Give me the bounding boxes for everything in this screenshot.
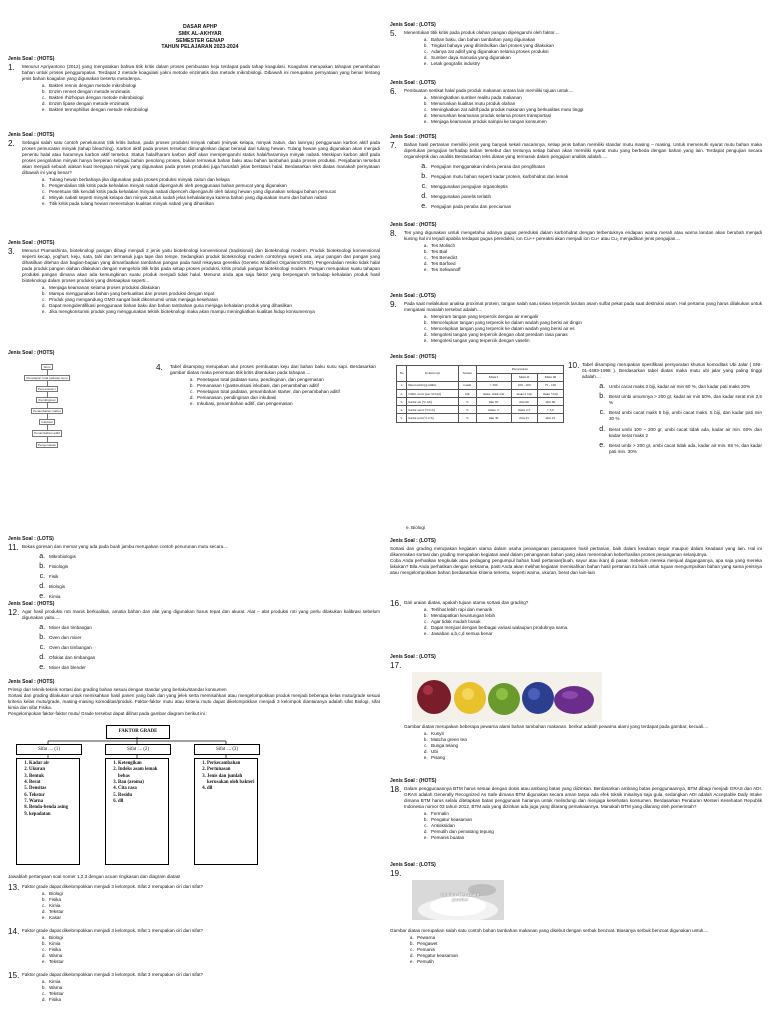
table-cell: min 60 xyxy=(537,398,563,406)
flow-step: Inkubasi xyxy=(41,420,53,425)
table-cell: 75 - 100 xyxy=(537,382,563,390)
answer-option[interactable]: d. Enzim lipase dengan metode enzimatis xyxy=(47,101,380,107)
answer-options xyxy=(418,95,762,125)
question-number: 3. xyxy=(8,246,15,256)
table-row xyxy=(397,406,564,414)
question-4 xyxy=(156,364,376,407)
sifat-list xyxy=(16,758,80,865)
answer-option[interactable]: b. Tes Bial xyxy=(429,249,762,255)
answer-option[interactable]: c. Berat umbi cacat maks 5 biji, umbi cacat maks. 5 biji, dan kadar pati min 30 % xyxy=(607,408,762,422)
question-text: Pembuatan sertikat halal pada produk makanan antara lain memiliki tujuan untuk.... xyxy=(404,87,574,93)
answer-option[interactable]: b. Kimia xyxy=(47,941,380,947)
answer-option[interactable]: a. Pengujian menggunakan indera perasa dan penglihatan xyxy=(429,162,762,170)
answer-option[interactable]: b. Mencelupkan tangan yang terpercik ke dalam wadah yang berisi air dingin xyxy=(429,320,762,326)
question-5 xyxy=(390,22,762,67)
question-number: 15. xyxy=(8,971,20,980)
question-type: Jenis Soal : (HOTS) xyxy=(8,56,55,62)
answer-option[interactable]: d. Ubi xyxy=(429,749,762,755)
answer-option[interactable]: d. Dapat mengidentifikasi penggunaan bahan baku dan bahan tambahan guna menjaga kehalalan produk yang dihasilkan xyxy=(47,303,380,309)
question-17 xyxy=(390,724,762,761)
table-cell: biji xyxy=(458,390,476,398)
answer-option[interactable]: e. Tes Seliwanoff xyxy=(429,267,762,273)
answer-options xyxy=(418,314,762,344)
answer-option[interactable]: c. Pemanis xyxy=(415,947,762,953)
answer-option[interactable]: c. Tekstur xyxy=(47,991,380,997)
question-text: Gambar diatas merupakan beberapa pewarna alami bahan tambahan makanan. berikut adalah pewarna alami yang terdapat pada gambar, kecuali.... xyxy=(404,724,709,729)
answer-option[interactable]: e. Pisang xyxy=(429,755,762,761)
table-subheader: Mutu I xyxy=(476,374,511,382)
answer-options xyxy=(36,979,380,1003)
answer-option[interactable]: a. Bahan baku, dan bahan tambahan yang digunakan xyxy=(429,37,762,43)
question-type: Jenis Soal : (LOTS) xyxy=(390,22,436,28)
flow-step: Penetapan total padatan susu xyxy=(26,376,68,381)
answer-option[interactable]: e. Letak geografis industry xyxy=(429,61,762,67)
table-row xyxy=(397,390,564,398)
question-number: 6. xyxy=(390,86,397,96)
answer-option[interactable]: c. Penentuan titik kendali kritis pada kehalalan minyak nabati dipenceh dipengaruhi oleh tulang hewan yang digunakan sebagai bahan pemucat xyxy=(47,189,380,195)
answer-option[interactable]: a. Umbi cacat maks.3 biji, kadar air min 60 %, dan kadar pati maks 20% xyxy=(607,382,762,390)
answer-option[interactable]: d. Biologis xyxy=(47,582,380,590)
table-cell: 100 - 200 xyxy=(511,382,537,390)
flow-step: Pendinginan xyxy=(38,398,56,403)
sifat-item: 7. Warna xyxy=(29,799,77,805)
answer-option[interactable]: c. Penetapan total padatan, penambahan starter, dan penambahan aditif xyxy=(195,389,376,395)
answer-option[interactable]: a. Menyiram tangan yang terpercik dengan air mengalir xyxy=(429,314,762,320)
question-type: Jenis Soal : (HOTS) xyxy=(8,240,55,246)
answer-option[interactable]: a. Penetapan total padatan susu, pendinginan, dan pengemasan xyxy=(195,377,376,383)
question-number: 7. xyxy=(390,140,397,150)
sifat-item: 2. Pertunasan xyxy=(207,767,255,773)
table-cell: min 25 xyxy=(511,414,537,422)
spec-table-ubi-jalar xyxy=(396,365,564,423)
answer-option[interactable]: e. Kimia xyxy=(47,592,380,600)
question-16 xyxy=(390,600,762,637)
answer-option[interactable]: e. Menjaga keamanan produk sampai ke tangan konsumen xyxy=(429,119,762,125)
sifat-item: 2. Ukuran xyxy=(29,767,77,773)
answer-option[interactable]: e. Kasar xyxy=(47,915,380,921)
question-12 xyxy=(8,601,380,673)
answer-option[interactable]: a. Mikrobiologis xyxy=(47,552,380,560)
sifat-item: 3. Bau (aroma) xyxy=(118,780,166,786)
question-number: 5. xyxy=(390,28,397,38)
sifat-list xyxy=(105,758,169,865)
table-cell: 4. xyxy=(397,406,407,414)
answer-option[interactable]: d. Pemutih dan pematang tepung xyxy=(429,829,762,835)
passage-instruction: Jawablah pertanyaan soal nomer 1,2,3 dengan acuan ringkasan dan diagram diatas! xyxy=(8,874,181,879)
table-header: No xyxy=(397,366,407,382)
table-cell: min 30 xyxy=(476,414,511,422)
table-row xyxy=(397,414,564,422)
answer-option[interactable]: d. Tekstur xyxy=(47,909,380,915)
table-cell: 5. xyxy=(397,414,407,422)
question-text: Gambar diatas merupakan salah satu contoh bahan tambahan makanan yang disebut dengan serbuk benzoat. Biasanya serbuk benzoat digunakan untuk.... xyxy=(390,928,709,933)
table-cell: 1. xyxy=(397,382,407,390)
table-cell: maks 2,5 xyxy=(511,406,537,414)
answer-option[interactable]: a. Biologi xyxy=(47,891,380,897)
answer-option[interactable]: c. Bunga telang xyxy=(429,743,762,749)
answer-options xyxy=(36,285,380,315)
answer-option[interactable]: b. Pengawet xyxy=(415,941,762,947)
question-text: Pada saat melakukan analisa proximat protein, tangan salah satu siswa terpercik larutan asam sulfat pekat pada saat destruksi asam. Hal pertama yang harus dilakukan untuk mengatasi masalah tersebut adalah.... xyxy=(404,300,762,312)
sifat-item: 9. kepadatan xyxy=(29,812,77,818)
cheese-flowchart xyxy=(6,364,88,448)
question-type: Jenis Soal : (LOTS) xyxy=(390,80,436,86)
answer-option[interactable]: a. Bakteri rennin dengan metode mikrobiologi xyxy=(47,83,380,89)
table-header: Persyaratan xyxy=(476,366,563,374)
question-number: 2. xyxy=(8,138,15,148)
answer-options xyxy=(36,623,380,671)
table-subheader: Mutu II xyxy=(511,374,537,382)
table-cell: maks 2 biji xyxy=(511,390,537,398)
table-cell: % xyxy=(458,406,476,414)
flow-step: Penambahan starter xyxy=(32,409,62,414)
question-number: 9. xyxy=(390,299,397,309)
answer-option[interactable]: c. Meningkatkan zat aditif pada produk makanan yang berkualitas mutu tinggi xyxy=(429,107,762,113)
sifat-label: Sifat .... (3) xyxy=(194,744,260,755)
question-type: Jenis Soal : (HOTS) xyxy=(8,132,55,138)
answer-option[interactable]: c. Produk yang mengandung GMO sangat baik dikonsumsi untuk menjaga kesehatan xyxy=(47,297,380,303)
answer-option[interactable]: d. Menurunkan keamanan produk selama proses transportasi xyxy=(429,113,762,119)
sifat-item: 2. Indeks asam lemak bebas xyxy=(118,767,166,780)
sifat-item: 6. dll xyxy=(118,799,166,805)
answer-options xyxy=(184,377,376,407)
table-cell: Gram xyxy=(458,382,476,390)
passage-sortasi xyxy=(8,679,380,717)
answer-option[interactable]: e. Mengolesi tangan yang terpercik dengan vaselin xyxy=(429,338,762,344)
question-13 xyxy=(8,884,380,921)
beetroot-icon xyxy=(417,680,451,714)
answer-options xyxy=(418,243,762,273)
question-text: Dari uraian diatas, apakah tujuan utama sortasi dan grading? xyxy=(404,600,529,605)
sodium-benzoate-photo xyxy=(412,880,504,920)
answer-option[interactable]: a. Kimia xyxy=(47,979,380,985)
question-text: Menurut Pramashinta, bioteknologi pangan dibagi menjadi 2 jenis yaitu bioteknologi konvensional (tradisional) dan bioteknologi modern. Produk bioteknologi konvensional seperti kecap, yoghurt, keju, nata, tahi dan termasuk juga tape dan tempe. Sedangkan produk bioteknologi modern contohnya seperti usa, anjur pangan dan pangan yang dihasilkan ditehan dan bagian-bagian yang dimanfaatkan tambahan pangan pada hasil rekayasa genetika (Genetic Modified Organism/GMO). Pengendalian resiko tidak halal pada produk pangan olahan dilakukan dengan mengelola titik kritis pada setiap proses produksi, kritis produk pangan bioteknologi modern. Pangan merupakan suatu tahapan produksi pangan dimana akan ada kemungkinan suatu produk menjadi tidak halal. Menurut anda apa saja faktor yang berpengaruh terhadap kehalalan produk hasil bioteknologi dalam proses produksi yang ditetaapkan seperti... xyxy=(22,247,380,283)
question-19 xyxy=(390,928,762,965)
header-line: DASAR APHP xyxy=(182,24,218,30)
table-cell: min 25 xyxy=(537,414,563,422)
answer-option[interactable]: e. Pengujian pada peraba dan penciuman xyxy=(429,202,762,210)
passage-line: Prinsip dan teknik-teknik sortasi dan grading bahan sesuai dengan standar yang berlaku/standar konsumen xyxy=(8,686,227,692)
question-number: 12. xyxy=(8,607,20,617)
answer-option[interactable]: b. Oven dan mixer xyxy=(47,633,380,641)
sifat-item: 3. Bentuk xyxy=(29,774,77,780)
table-cell: Kadar air (% b/b) xyxy=(407,398,459,406)
answer-option[interactable]: b. Fisiologis xyxy=(47,562,380,570)
question-number: 14. xyxy=(8,927,20,936)
question-11 xyxy=(8,536,380,602)
question-type: Jenis Soal : (LOTS) xyxy=(390,538,436,544)
question-9 xyxy=(390,293,762,344)
table-row xyxy=(397,398,564,406)
table-subheader: Mutu III xyxy=(537,374,563,382)
table-cell: > 200 xyxy=(476,382,511,390)
question-8 xyxy=(390,222,762,273)
sifat-item: 6. Tekstur xyxy=(29,793,77,799)
question-text: Sebagai salah satu contoh penelusuran titik kritis bahan, pada proses produksi minyak nabati (minyak kelapa, minyak zaitun, dan lainnya) penggunaan karbon aktif pada proses pemucatan minyak (tahap bleaching). Karbon aktif pada proses tersebut dimungkinkan dapat berasal dari tulang hewan. Tulang hewan yang digunakan akan menjadi penentu halal atau haramnya karbon aktif tersebut. Status halal/haram karbon aktif akan mempengaruhi status halal/haramnya minyak nabati. Meskipun karbon aktif pada proses pengolahan minyak hanya berperan sebagai bahan penolong proses, bukan termasuk bahan baku atau bahan tambahan pada proses produksi. Penjabaran tersebut akan menjadi sebuah alasan kuat mengapa minyak yang digunakan pada proses produksi juga haruslah jelas berstatus halal. Berdasarkan teks diatas manakah pernyataan dibawah ini yang benar? xyxy=(22,139,380,175)
question-type: Jenis Soal : (LOTS) xyxy=(390,862,436,868)
question-type: Jenis Soal : (HOTS) xyxy=(390,134,437,140)
answer-options xyxy=(36,935,380,965)
answer-option[interactable]: c. Oven dan timbangan xyxy=(47,643,380,651)
question-1 xyxy=(8,56,380,113)
question-type: Jenis Soal : (LOTS) xyxy=(390,654,436,660)
answer-option[interactable]: a. Mixer dan timbangan xyxy=(47,623,380,631)
answer-option[interactable]: d. Pemanasan, pendinginan dan inkubasi xyxy=(195,395,376,401)
answer-option[interactable]: b. Pengendalian titik kritis pada kehalalan minyak nabati dipengaruhi oleh penggunaan bahan pemucat yang digunakan xyxy=(47,183,380,189)
answer-option[interactable]: e. Bakteri termophillus dengan metode mikrobiologi xyxy=(47,107,380,113)
passage-line: Sortasi dan grading merupakan kegiatan utama dalam usaha penanganan pascapanen hasil pertanian, baik dalam keadaan segar maupun dalam keadaan yang lain. Hal ini dikarenakan sortasi dan grading merupakan kegiatan awal dalam penanganan bahan yang akan menentukan keberhasilan proses penanganan selanjutnya. xyxy=(390,545,762,557)
answer-option[interactable]: c. Adanya zat aditif yang digunakan selama proses produksi xyxy=(429,49,762,55)
answer-options xyxy=(596,382,762,455)
answer-option[interactable]: c. Kimia xyxy=(47,903,380,909)
header-line: TAHUN PELAJARAN 2023-2024 xyxy=(161,44,239,51)
answer-option[interactable]: b. Warna xyxy=(47,985,380,991)
faktor-grade-diagram xyxy=(16,725,272,875)
answer-option[interactable]: c. Bakteri rhizhopus dengan metode mikrobiologi xyxy=(47,95,380,101)
sifat-label: Sifat .... (1) xyxy=(16,744,82,755)
question-type: Jenis Soal : (HOTS) xyxy=(8,350,55,356)
answer-option[interactable]: d. Menggunakan panelis terlatih xyxy=(429,192,762,200)
table-cell: maks. 2 xyxy=(476,406,511,414)
answer-options xyxy=(418,731,762,761)
question-2 xyxy=(8,132,380,207)
answer-options xyxy=(418,607,762,637)
passage-line: Coba Anda perhatikan tengkulak atau pedagang pengumpul bahan hasil pertanian(buah, sayur atau ikan) di pasar. Sebelum mereka menjual dagangannya, apa saja yang mereka lakukan? Bila Anda perhatikan dengan seksama, pasti Anda akan melihat kegiatan memisahkan bahan hasil pertanian itu baik untuk tujuan mengumpulkan bahan yang sama jenisnya atau mengelompokkan bahan berdasarkan kriteria tertentu, seperti warna, ukuran, berat dan lain-lain xyxy=(390,557,762,575)
answer-option[interactable]: d. Tes Barfoed xyxy=(429,261,762,267)
answer-option[interactable]: a. Terlihat lebih rapi dan menarik xyxy=(429,607,762,613)
question-text: Faktor grade dapat dikelompokkan menjadi 3 kelompok. Sifat 1 merupakan ciri dari sifat? xyxy=(22,928,204,933)
question-19-heading xyxy=(390,862,762,878)
question-text: Agar hasil produksi roti manis berkualitas, amatia bahan dan alat yang digunakan harus tepat dan akurat. Alat – alat produksi roti yang perlu dilakukan kalibrasi sebelum digunakan yaitu..... xyxy=(22,608,380,620)
question-text: Tabel disamping merupakan spesifikasi persyaratan khusus komoditas Ubi Jalar ( SNI-01-4493-1998 ). Berdasarkan tabel diatas maka mutu ubi jalar yang paling tinggi adalah.... xyxy=(582,362,762,380)
question-text: Menurut Apriyantono (2012) yang menyatakan bahwa titik kritis dalam proses pembuatan keju terdapat pada tahap koagulasi. Koagulasi merupakan tahapan penambahan bahan untuk proses penggumpalan. Terdapat 2 metode koagulasi yakni metode enzimatis dan metode mikrobiologi. Dibawah ini merupakan pernyataan yang benar tentang jenis bahan koagulan yang digunakan beserta metodenya.. xyxy=(22,63,380,81)
answer-option[interactable]: b. Pengujian mutu bahan seperti kadar protein, karbohidrat dan lemak xyxy=(429,172,762,180)
answer-option[interactable]: a. Meningkatkan sumber realitu pada makanan xyxy=(429,95,762,101)
table-cell: 3. xyxy=(397,398,407,406)
answer-option[interactable]: b. Pengatur keasaman xyxy=(429,817,762,823)
question-type: Jenis Soal : (LOTS) xyxy=(8,536,54,542)
answer-option[interactable]: c. Mencelupkan tangan yang terpercik ke dalam wadah yang berisi air es xyxy=(429,326,762,332)
answer-option[interactable]: e. Mixer dan blender xyxy=(47,663,380,671)
question-number: 10. xyxy=(568,361,580,370)
table-header: Satuan xyxy=(458,366,476,382)
question-7 xyxy=(390,134,762,212)
answer-option[interactable]: d. Dapat menjual dengan berbagai variasi walaupun produknya sama. xyxy=(429,625,762,631)
answer-option[interactable]: b. Enzim rennet dengan metode enzimatis xyxy=(47,89,380,95)
question-text: Dalam penggunaannya BTM harus sesuai dengan dosis atau ambang batas yang diizinkan. Berdasarkan ambang batas penggunaannya, BTM dibagi menjadi GRAS dan ADI. GRAS adalah Generally Recognized As Safe dimana BTM digunakan secara aman tanpa ada efek toksik misalnya saja gula, sedangkan ADI adalah Acceptable Daily Intake dimana BTM harus selalu ditetapkan batas penggunaan harianya untuk melindungi dan menjaga kesehatan konsumen. Berdasarkan Peraturan Menteri Kesehatan Republik Indonesia nomor 03 tahun 2012, BTM ada yang dizinkan ada juga yang dilarang pemakaiannya. Manakah BTM yang dilarang oleh pemerintah? xyxy=(404,785,762,809)
answer-option[interactable]: d. Ofokiat dan timbangan xyxy=(47,653,380,661)
answer-option[interactable]: d. Warna xyxy=(47,953,380,959)
purple-yam-icon xyxy=(554,686,594,714)
flow-step: Pemanasan I xyxy=(37,387,57,392)
table-cell: % xyxy=(458,414,476,422)
answer-option[interactable]: b. Berat umbi umumnya > 200 gr, kadar air min 50%, dan kadar serat min 2,5 % xyxy=(607,392,762,406)
answer-options xyxy=(418,811,762,841)
passage-line: Sortasi dan grading dilakukan untuk memisahkan hasil panen yang baik dan yang jelek serta memisahkan atau mengelompokkan produk menjadi beberapa kelas mutu/grade sesuai kriteria kelas mutu/grade, masing-masing komoditas/produk. Faktor-faktor mutu atau kriteria mutu dapat dikelompokkan menjadi 3 kelompok diantaranya adalah sifat Biologi, sifat kimia dan sifat Fisika. xyxy=(8,692,380,710)
answer-option[interactable]: a. Tes Molisch xyxy=(429,243,762,249)
sifat-item: 1. Ketengikan xyxy=(118,761,166,767)
question-10 xyxy=(568,362,762,457)
answer-option[interactable]: b. Tingkat bahaya yang ditimbulkan dari proses yang dilakukan xyxy=(429,43,762,49)
answer-option[interactable]: c. Fisik xyxy=(47,572,380,580)
table-header: Kriteria uji xyxy=(407,366,459,382)
answer-option[interactable]: c. Antioksidan xyxy=(429,823,762,829)
sifat-item: 1. Perkecambahan xyxy=(207,761,255,767)
question-text: Faktor grade dapat dikelompokkan menjadi 3 kelompok. Sifat 2 merupakan ciri dari sifat? xyxy=(22,884,204,889)
sifat-item: 1. Kadar air xyxy=(29,761,77,767)
answer-option[interactable]: d. Pengatur keasaman xyxy=(415,953,762,959)
answer-option[interactable]: c. Tes Benedict xyxy=(429,255,762,261)
answer-option[interactable]: b. Mampu menggunakan bahan yang berkualitas dan proses produksi dengan tepat xyxy=(47,291,380,297)
answer-option[interactable]: e. Titik kritis pada tulang hewan menentukan kualitas minyak nabati yang dihasilkan xyxy=(47,201,380,207)
question-number: 4. xyxy=(156,363,163,372)
sifat-label: Sifat .... (2) xyxy=(105,744,171,755)
answer-option[interactable]: d. Sumber daya manusia yang digunakan xyxy=(429,55,762,61)
question-text: Tes yang digunakan untuk mengetahui adanya gugus pereduksi dalam karbohidrat dengan terbentuknya endapan warna merah atau warna larutan akan berubah menjadi kuning hal ini terjadi apabila terdapat gugus pereduksi, ion Cu++ pereaksi akan menjadi ion Cu+ atau Cu₂ menjadikan jenis pengujian.... xyxy=(404,229,762,241)
question-type: Jenis Soal : (HOTS) xyxy=(390,354,437,360)
table-cell: Kadar pati (% b/b) xyxy=(407,414,459,422)
answer-option[interactable]: e. Biologi xyxy=(406,525,425,530)
answer-option[interactable]: b. Mendapatkan keuntungan lebih xyxy=(429,613,762,619)
answer-options xyxy=(36,891,380,921)
table-cell: min 65 xyxy=(476,398,511,406)
question-type: Jenis Soal : (HOTS) xyxy=(390,778,437,784)
question-14 xyxy=(8,928,380,965)
table-cell: maks 5 biji xyxy=(537,390,563,398)
question-number: 17. xyxy=(390,660,402,670)
image-caption: Sodium Benzoate powder xyxy=(440,892,480,903)
flow-step: Penambahan aditif xyxy=(34,431,60,436)
question-number: 13. xyxy=(8,883,20,892)
answer-options xyxy=(418,162,762,210)
answer-option[interactable]: d. Minyak nabati seperti minyak kelapa dan minyak zaitun sudah jelas kehalalannya karena bahan yang digunakan murni dari bahan nabati xyxy=(47,195,380,201)
sifat-item: 5. Densitas xyxy=(29,786,77,792)
header-line: SMK AL-AKHYAR xyxy=(178,30,222,37)
question-type: Jenis Soal : (HOTS) xyxy=(8,601,55,607)
answer-option[interactable]: a. Formalin xyxy=(429,811,762,817)
table-cell: % xyxy=(458,398,476,406)
question-text: Bahan hasil pertanian memiliki jenis yang banyak sekali macamnya, setiap jenis bahan memiliki standar mutu masing – masing. Untuk memenuhi syarat mutu bahan maka diperlukan pengujian terhadap bahan tersebut dan tentunya setiap bahan akan memiliki syarat mutu yang berbeda dengan bahan yang lain. Terdapat pengujian secara organoleptik dan analitis Berdasarkan teks diatas yang termasuk dalam pengujian analitis adalah..... xyxy=(404,141,762,159)
exam-header xyxy=(100,24,300,51)
table-cell: 2. xyxy=(397,390,407,398)
answer-option[interactable]: a. Tulang hewan berbahaya jika digunakan pada proses produksi minyak zaitun dan kelapa xyxy=(47,177,380,183)
sifat-list xyxy=(194,758,258,865)
table-cell: > 3,0 xyxy=(537,406,563,414)
question-number: 1. xyxy=(8,62,15,72)
question-text: Bekas goresan dan memar yang ada pada buah jambu merupakan contoh penurunan mutu secara.... xyxy=(22,543,229,549)
answer-options xyxy=(36,552,380,600)
answer-option[interactable]: c. Menggunakan pengujian organoleptis xyxy=(429,182,762,190)
question-17-heading xyxy=(390,654,762,670)
table-cell: Berat umbi (g/umbi) xyxy=(407,382,459,390)
answer-option[interactable]: b. Matcha green tea xyxy=(429,737,762,743)
flow-step: Susu xyxy=(43,365,51,369)
answer-option[interactable]: b. Menurunkan kualitas mutu produk olahan xyxy=(429,101,762,107)
answer-option[interactable]: e. Inkubasi, penambahan aditif, dan pengemasan xyxy=(195,401,376,407)
answer-options xyxy=(404,935,762,965)
question-text: Faktor grade dapat dikelompokkan menjadi 3 kelompok. Sifat 3 merupakan ciri dari sifat? xyxy=(22,972,204,977)
answer-option[interactable]: d. Berat umbi 100 – 200 gr, umbi cacat tidak ada, kadar air min. 60% dan kadar serat maks 2 xyxy=(607,425,762,439)
sifat-item: 4. Cita rasa xyxy=(118,786,166,792)
flow-step: Pengemasan xyxy=(37,442,57,447)
answer-option[interactable]: c. Agar tidak mudah busuk xyxy=(429,619,762,625)
question-type: Jenis Soal : (HOTS) xyxy=(8,679,55,685)
answer-option[interactable]: d. Mengolesi tangan yang terpercik dengan obat peredam rasa panas xyxy=(429,332,762,338)
answer-option[interactable]: e. Pemutih xyxy=(415,959,762,965)
question-text: Menentukan titik kritis pada produk olahan pangan dipengaruhi oleh faktor.... xyxy=(404,29,560,35)
sifat-item: 8. Benda-benda asing xyxy=(29,805,77,811)
question-6 xyxy=(390,80,762,125)
question-3 xyxy=(8,240,380,315)
question-number: 8. xyxy=(390,228,397,238)
question-type: Jenis Soal : (HOTS) xyxy=(390,222,437,228)
table-row xyxy=(397,382,564,390)
passage-line: Pengelompokan faktor-faktor mutu/ Grade tersebut dapat dilihat pada gambar diagram berikut ini : xyxy=(8,710,208,716)
answer-option[interactable]: e. Jawaban a,b,c,d semua benar xyxy=(429,631,762,637)
table-cell: Kadar serat (% b/b) xyxy=(407,406,459,414)
answer-options xyxy=(36,83,380,113)
passage-sortasi-grading xyxy=(390,538,762,576)
diagram-title: FAKTOR GRADE xyxy=(106,725,170,739)
sifat-item: 4. Berat xyxy=(29,780,77,786)
natural-colorants-photo xyxy=(412,672,602,722)
question-number: 11. xyxy=(8,542,19,552)
question-number: 18. xyxy=(390,784,402,794)
answer-option[interactable]: a. Pewarna xyxy=(415,935,762,941)
sifat-item: 4. dll xyxy=(207,786,255,792)
table-cell: maks. tidak ada xyxy=(476,390,511,398)
question-number: 16. xyxy=(390,599,402,608)
answer-option[interactable]: e. Pemanis buatan xyxy=(429,835,762,841)
answer-option[interactable]: c. Fisika xyxy=(47,947,380,953)
answer-options xyxy=(36,177,380,207)
question-text: Tabel disamping merupakan alur proses pembuatan keju dari bahan baku susu sapi. Berdasarkan gambar diatas maka penentuan titik kritis ditentukan pada tahapan.... xyxy=(170,364,376,376)
answer-options xyxy=(418,37,762,67)
table-cell: Umbi cacat (per 50 biji) xyxy=(407,390,459,398)
answer-option[interactable]: e. Tekstur xyxy=(47,959,380,965)
answer-option[interactable]: d. Fisika xyxy=(47,997,380,1003)
sifat-item: 3. Jenis dan jumlah kerusakan oleh bakteri xyxy=(207,774,255,787)
answer-option[interactable]: a. Menjaga keamanan selama proses produksi dilakukan xyxy=(47,285,380,291)
answer-option[interactable]: b. Pemanasan I (pasteurisasi inkubasi, dan penambahan aditif xyxy=(195,383,376,389)
answer-option[interactable]: a. Biologi xyxy=(47,935,380,941)
question-number: 19. xyxy=(390,868,402,878)
table-cell: min 60 xyxy=(511,398,537,406)
answer-option[interactable]: e. Berat umbi > 200 gr, umbi cacat tidak ada, kadar air min. 65 %, dan kadar pati min. 30% xyxy=(607,441,762,455)
header-line: SEMESTER GENAP xyxy=(175,37,225,44)
sifat-item: 5. Residu xyxy=(118,793,166,799)
question-15 xyxy=(8,972,380,1003)
question-18 xyxy=(390,778,762,841)
answer-option[interactable]: a. Kunyit xyxy=(429,731,762,737)
question-type: Jenis Soal : (LOTS) xyxy=(390,293,436,299)
answer-option[interactable]: e. Jika mengkonsumsi produk yang menggunakan teknik bioteknologi maka akan mampu meningkatkan kualitas hidup konsumennya xyxy=(47,309,380,315)
answer-option[interactable]: b. Fisika xyxy=(47,897,380,903)
